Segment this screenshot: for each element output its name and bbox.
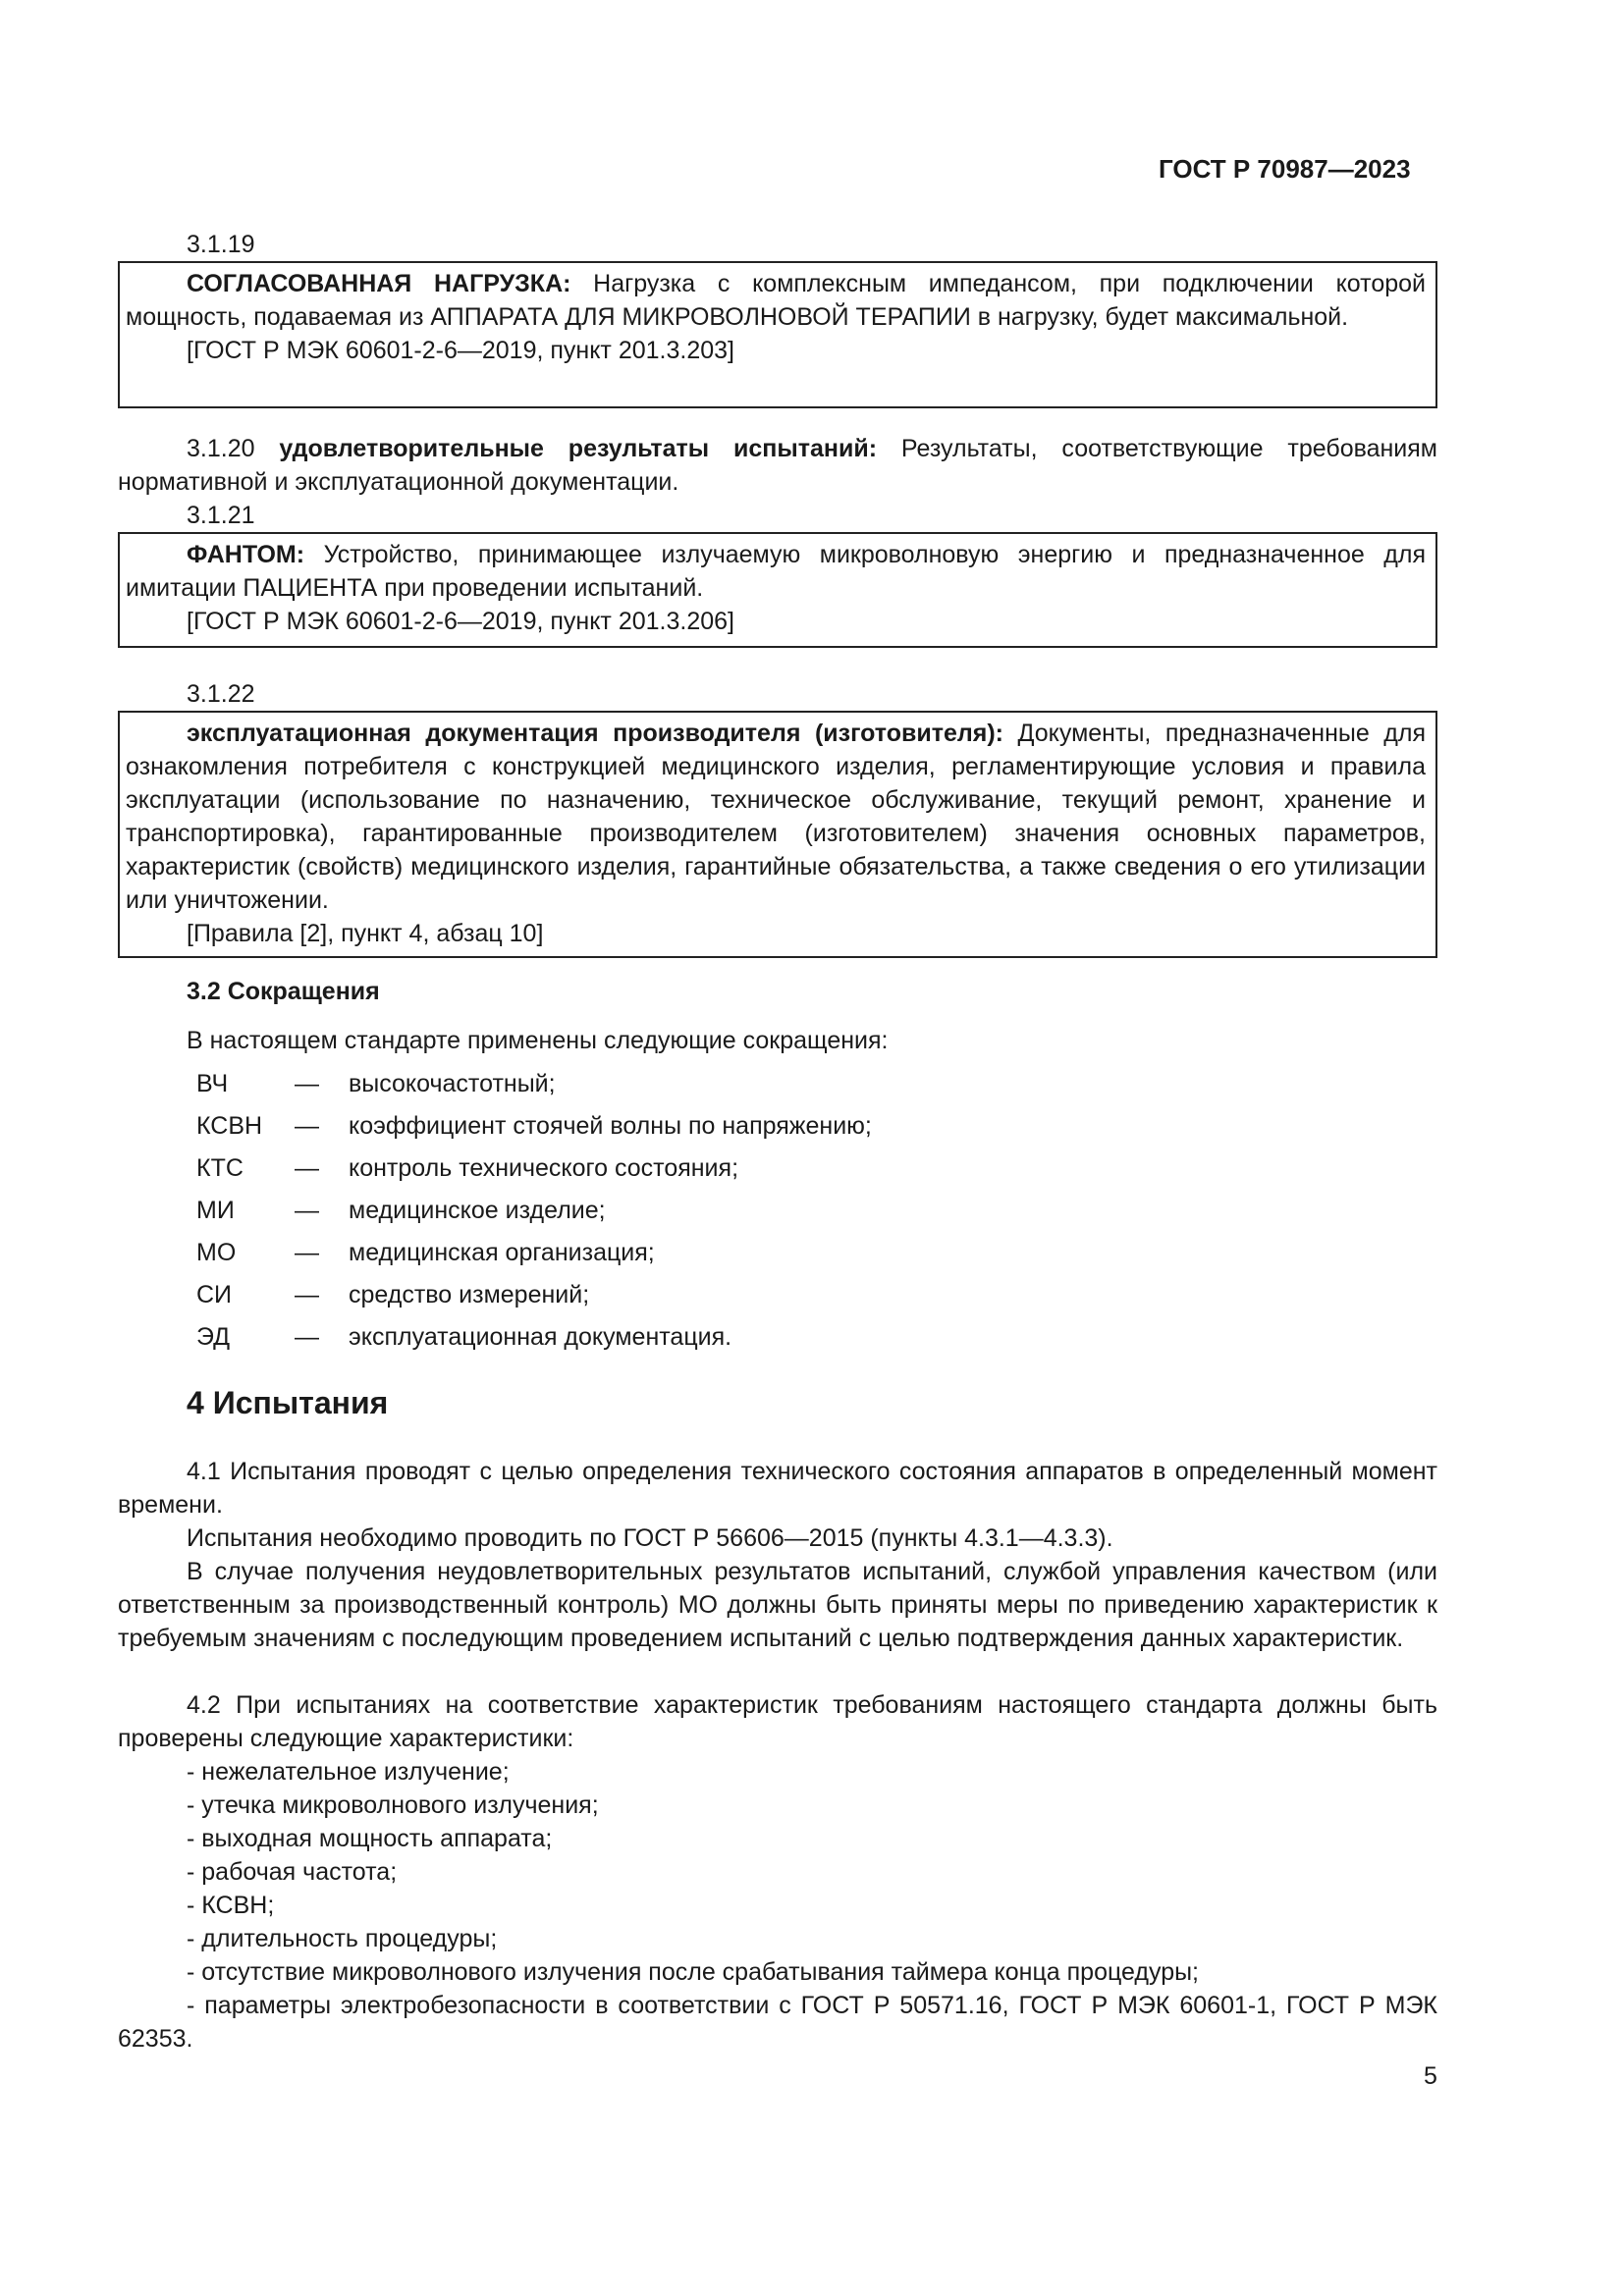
term-reference: [Правила [2], пункт 4, абзац 10] bbox=[187, 920, 544, 947]
term-number: 3.1.21 bbox=[187, 502, 255, 529]
section-heading-3-2: 3.2 Сокращения bbox=[187, 978, 380, 1005]
list-item: - параметры электробезопасности в соответствии с ГОСТ Р 50571.16, ГОСТ Р МЭК 60601-1, ГОСТ Р МЭК 62353. bbox=[118, 1992, 1437, 2053]
term-reference: [ГОСТ Р МЭК 60601-2-6—2019, пункт 201.3.206] bbox=[187, 608, 734, 635]
term-title: СОГЛАСОВАННАЯ НАГРУЗКА: bbox=[187, 270, 571, 297]
term-definition: ФАНТОМ: Устройство, принимающее излучаемую микроволновую энергию и предназначенное для имитации ПАЦИЕНТА при проведении испытаний. bbox=[126, 541, 1426, 602]
term-box-3-1-19 bbox=[118, 261, 1437, 408]
paragraph: Испытания необходимо проводить по ГОСТ Р 56606—2015 (пункты 4.3.1—4.3.3). bbox=[187, 1524, 1113, 1552]
list-item: - рабочая частота; bbox=[187, 1858, 398, 1886]
term-box-3-1-21 bbox=[118, 532, 1437, 648]
list-item: - длительность процедуры; bbox=[187, 1925, 498, 1952]
list-item: - отсутствие микроволнового излучения после срабатывания таймера конца процедуры; bbox=[187, 1958, 1200, 1986]
term-title: удовлетворительные результаты испытаний: bbox=[279, 435, 878, 462]
list-item: - утечка микроволнового излучения; bbox=[187, 1791, 599, 1819]
term-number: 3.1.22 bbox=[187, 680, 255, 708]
page-number: 5 bbox=[1424, 2062, 1437, 2090]
paragraph-4-1: 4.1 Испытания проводят с целью определения технического состояния аппаратов в определенный момент времени. bbox=[118, 1458, 1437, 1519]
list-item: - нежелательное излучение; bbox=[187, 1758, 510, 1786]
section-heading-4: 4 Испытания bbox=[187, 1385, 389, 1420]
document-code: ГОСТ Р 70987—2023 bbox=[1159, 154, 1411, 184]
list-item: - КСВН; bbox=[187, 1892, 275, 1919]
abbreviations-intro: В настоящем стандарте применены следующие сокращения: bbox=[187, 1027, 889, 1054]
term-box-3-1-22 bbox=[118, 711, 1437, 958]
term-title: ФАНТОМ: bbox=[187, 541, 305, 568]
term-number: 3.1.19 bbox=[187, 231, 255, 258]
list-item: - выходная мощность аппарата; bbox=[187, 1825, 553, 1852]
term-3-1-20: 3.1.20 удовлетворительные результаты испытаний: Результаты, соответствующие требованиям нормативной и эксплуатационной документации. bbox=[118, 435, 1437, 496]
term-title: эксплуатационная документация производителя (изготовителя): bbox=[187, 720, 1003, 747]
paragraph: В случае получения неудовлетворительных результатов испытаний, службой управления качеством (или ответственным за производственный контроль) МО должны быть приняты меры по приведению характеристик к требуемым значениям с последующим проведением испытаний с целью подтверждения данных характеристик. bbox=[118, 1558, 1437, 1652]
paragraph-4-2: 4.2 При испытаниях на соответствие характеристик требованиям настоящего стандарта должны быть проверены следующие характеристики: bbox=[118, 1691, 1437, 1752]
term-definition: эксплуатационная документация производителя (изготовителя): Документы, предназначенные для ознакомления потребителя с конструкцией медицинского изделия, регламентирующие условия и правила эксплуатации (использование по назначению, техническое обслуживание, текущий ремонт, хранение и транспортировка), гарантированные производителем (изготовителем) значения основных параметров, характеристик (свойств) медицинского изделия, гарантийные обязательства, а также сведения о его утилизации или уничтожении. bbox=[126, 720, 1426, 914]
term-definition: СОГЛАСОВАННАЯ НАГРУЗКА: Нагрузка с комплексным импедансом, при подключении которой мощность, подаваемая из АППАРАТА ДЛЯ МИКРОВОЛНОВОЙ ТЕРАПИИ в нагрузку, будет максимальной. bbox=[126, 270, 1427, 331]
term-reference: [ГОСТ Р МЭК 60601-2-6—2019, пункт 201.3.203] bbox=[187, 337, 734, 364]
